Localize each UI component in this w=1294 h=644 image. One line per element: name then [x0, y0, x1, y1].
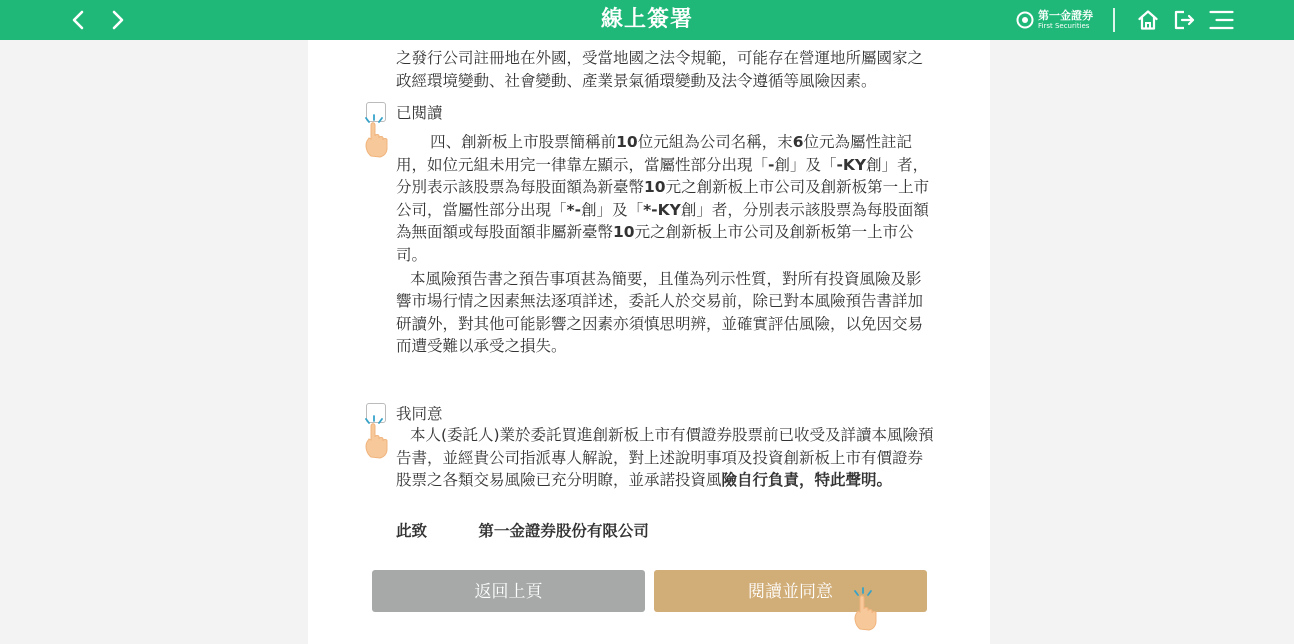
risk-paragraph-four: 四、創新板上市股票簡稱前10位元組為公司名稱，末6位元為屬性註記用，如位元組未用完一律靠左顯示，當屬性部分出現「-創」及「-KY創」者，分別表示該股票為每股面額為新臺幣10元之創新板上市公司及創新板第一上市公司，當屬性部分出現「*-創」及「*-KY創」者，分別表示該股票為每股面額為無面額或每股面額非屬新臺幣10元之創新板上市公司及創新板第一上市公司。 本風險預告書之預告事項甚為簡要，且僅為列示性質，對所有投資風險及影響市場行情之因素無法逐項詳述，委託人於交易前，除已對本風險預告書詳加研讀外，對其他可能影響之因素亦須慎思明辨，並確實評估風險，以免因交易而遭受難以承受之損失。: [396, 131, 936, 358]
risk-notice-paragraph: 本風險預告書之預告事項甚為簡要，且僅為列示性質，對所有投資風險及影響市場行情之因素無法逐項詳述，委託人於交易前，除已對本風險預告書詳加研讀外，對其他可能影響之因素亦須慎思明辨，並確實評估風險，以免因交易而遭受難以承受之損失。: [396, 269, 924, 356]
brand-name: 第一金證券: [1038, 9, 1093, 22]
tap-hand-icon: [360, 112, 396, 160]
document-card: [308, 40, 990, 644]
sign-company: 第一金證券股份有限公司: [478, 522, 649, 540]
brand-logo: [1016, 6, 1093, 34]
read-check-label[interactable]: 已閱讀: [396, 104, 443, 122]
brand-logo-icon: [1016, 11, 1034, 29]
top-bar: [0, 0, 1294, 40]
page-title: 線上簽署: [600, 7, 693, 32]
logout-icon[interactable]: [1172, 8, 1196, 32]
tap-hand-icon: [849, 585, 885, 633]
back-button[interactable]: 返回上頁: [372, 570, 645, 612]
header-actions: [1136, 0, 1235, 40]
signature-line: [396, 519, 649, 541]
agree-check-label[interactable]: 我同意: [396, 405, 443, 423]
risk-paragraph-three-tail: 之發行公司註冊地在外國，受當地國之法令規範，可能存在營運地所屬國家之政經環境變動、社會變動、產業景氣循環變動及法令遵循等風險因素。: [396, 49, 924, 90]
home-icon[interactable]: [1136, 8, 1160, 32]
brand-text: [1038, 10, 1093, 30]
read-and-agree-button[interactable]: 閱讀並同意: [654, 570, 927, 612]
sign-prefix: 此致: [396, 522, 428, 540]
brand-subtitle: First Securities: [1038, 22, 1090, 30]
menu-icon[interactable]: [1208, 8, 1235, 32]
tap-hand-icon: [360, 413, 396, 461]
header-divider: [1113, 8, 1115, 32]
agreement-statement: 本人(委託人)業於委託買進創新板上市有價證券股票前已收受及詳讀本風險預告書，並經貴公司指派專人解說，對上述說明事項及投資創新板上市有價證券股票之各類交易風險已充分明瞭，並承諾投資風險自行負責，特此聲明。: [396, 426, 934, 490]
